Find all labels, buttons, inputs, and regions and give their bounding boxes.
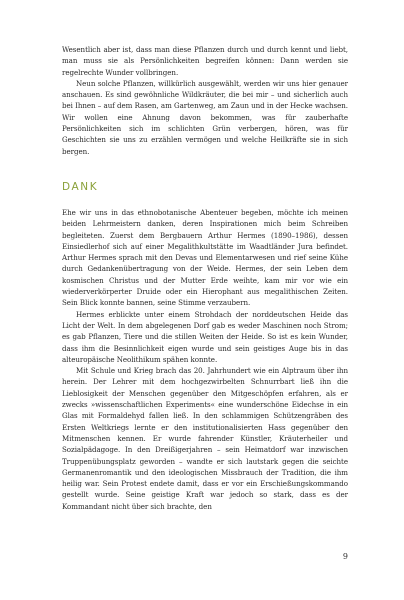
page-number: 9 — [342, 552, 348, 561]
section-text — [62, 207, 348, 512]
paragraph: Wesentlich aber ist, dass man diese Pflanzen durch und durch kennt und liebt, man muss sie als Persönlichkeiten begreifen können: Dann werden sie regelrechte Wunder vollbringen. — [62, 45, 348, 77]
paragraph: Mit Schule und Krieg brach das 20. Jahrhundert wie ein Alptraum über ihn herein. Der Lehrer mit dem hochgezwirbelten Schnurrbart ließ ihn die Lieblosigkeit der Menschen gegenüber den Mitgeschöpfen erfahren, als er zwecks »wissenschaftlichen Experiments« eine wunderschöne Eidechse in ein Glas mit Formaldehyd fallen ließ. In den schlammigen Schützengräben des Ersten Weltkriegs lernte er den institutionalisierten Hass gegenüber den Mitmenschen kennen. Er wurde fahrender Künstler, Kräuterheiler und Sozialpädagoge. In den Dreißigerjahren – sein Heimatdorf war inzwischen Truppenübungsplatz geworden – wandte er sich lautstark gegen die seichte Germanenromantik und den ideologischen Missbrauch der Tradition, die ihm heilig war. Sein Protest endete damit, dass er vor ein Erschießungskommando gestellt wurde. Seine geistige Kraft war jedoch so stark, dass es der Kommandant nicht über sich brachte, den — [62, 366, 348, 511]
intro-text — [62, 44, 348, 157]
section-heading: DANK — [62, 181, 99, 193]
paragraph: Hermes erblickte unter einem Strohdach der norddeutschen Heide das Licht der Welt. In dem abgelegenen Dorf gab es weder Maschinen noch Strom; es gab Pflanzen, Tiere und die stillen Weiten der Heide. So ist es kein Wunder, dass ihm die Besinnlichkeit eigen wurde und sein geistiges Auge bis in das alteuropäische Neolithikum spähen konnte. — [62, 309, 348, 364]
paragraph: Ehe wir uns in das ethnobotanische Abenteuer begeben, möchte ich meinen beiden Lehrmeistern danken, deren Inspirationen mich beim Schreiben begleiteten. Zuerst dem Bergbauern Arthur Hermes (1890–1986), dessen Einsiedlerhof sich auf einer Megalithkultstätte im Waadtländer Jura befindet. Arthur Hermes sprach mit den Devas und Elementarwesen und rief seine Kühe durch Gedankenübertragung von der Weide. Hermes, der sein Leben dem kosmischen Christus und der Mutter Erde weihte, kam mir vor wie ein wiederverkörperter Druide oder ein Hierophant aus megalithischen Zeiten. Sein Blick konnte bannen, seine Stimme verzaubern. — [62, 208, 348, 308]
paragraph: Neun solche Pflanzen, willkürlich ausgewählt, werden wir uns hier genauer anschauen. Es sind gewöhnliche Wildkräuter, die bei mir – und sicherlich auch bei Ihnen – auf dem Rasen, am Gartenweg, am Zaun und in der Hecke wachsen. Wir wollen eine Ahnung davon bekommen, was für zauberhafte Persönlichkeiten sich im schlichten Grün verbergen, hören, was für Geschichten sie uns zu erzählen vermögen und welche Heilkräfte sie in sich bergen. — [62, 78, 348, 156]
